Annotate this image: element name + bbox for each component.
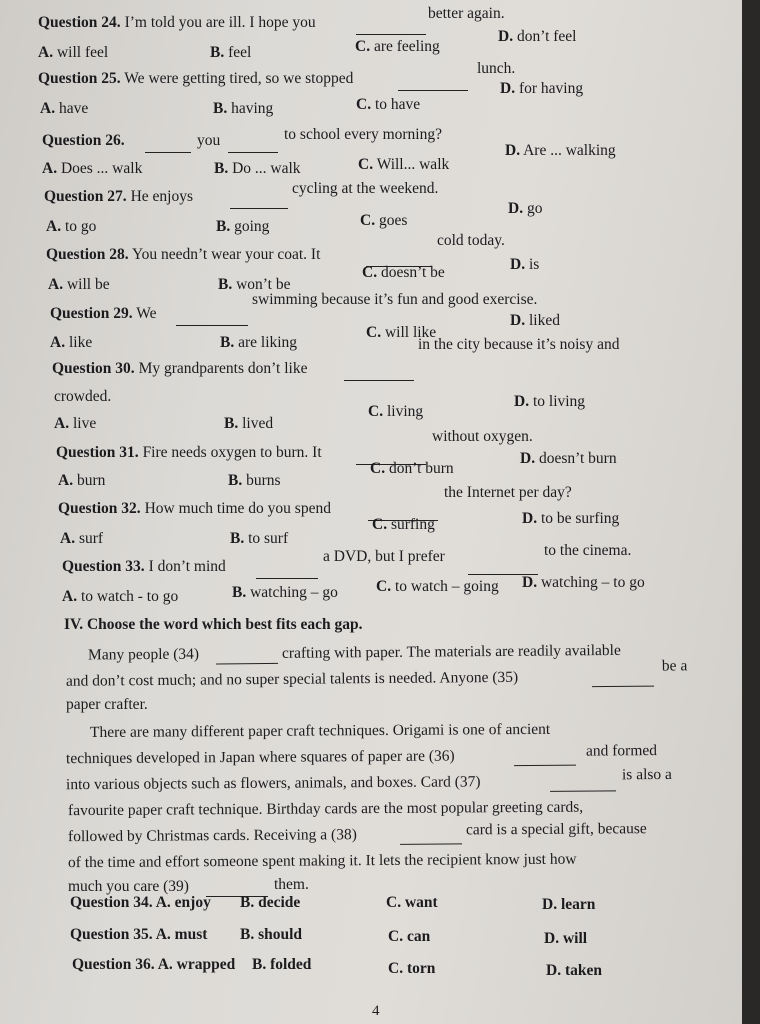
options-29: A. like B. are liking C. will like D. liked [50, 312, 560, 351]
option-d[interactable]: D. will [544, 930, 588, 947]
question-28: Question 28. You needn’t wear your coat. It cold today. [0, 246, 742, 272]
question-25: Question 25. We were getting tired, so we stopped lunch. [0, 70, 742, 96]
option-b[interactable]: B. folded [252, 956, 312, 973]
page-number: 4 [372, 1003, 380, 1019]
gap-37[interactable] [550, 776, 616, 791]
gap-38[interactable] [400, 829, 462, 844]
answer-blank[interactable] [230, 194, 288, 209]
option-d[interactable]: doesn’t burn [538, 450, 617, 467]
option-b[interactable]: B. should [240, 926, 303, 943]
option-a[interactable]: Does ... walk [60, 160, 143, 177]
option-d[interactable]: watching – to go [540, 574, 645, 591]
section-heading: IV. Choose the word which best fits each gap. [64, 616, 363, 633]
option-d[interactable]: D. taken [546, 962, 602, 979]
question-24: Question 24. I’m told you are ill. I hope you better again. [0, 14, 742, 40]
option-a[interactable]: burn [76, 472, 106, 489]
answer-blank[interactable] [145, 138, 191, 153]
answer-blank[interactable] [176, 311, 248, 326]
option-c[interactable]: C. can [388, 928, 431, 945]
option-a[interactable]: surf [78, 530, 104, 547]
options-27: A. to go B. going C. goes D. go [46, 200, 543, 235]
answer-blank[interactable] [398, 76, 468, 91]
option-c[interactable]: C. torn [388, 960, 436, 977]
option-c[interactable]: are feeling [373, 38, 440, 55]
question-33: Question 33. I don’t mind a DVD, but I prefer to the cinema. [0, 558, 742, 584]
question-34: Question 34. A. enjoy B. decide C. want D. learn [70, 894, 596, 913]
option-c[interactable]: doesn’t be [380, 264, 445, 281]
option-a[interactable]: to go [64, 218, 97, 235]
option-d[interactable]: to be surfing [540, 510, 620, 527]
option-d[interactable]: is [528, 256, 540, 273]
option-a[interactable]: A. must [155, 926, 208, 943]
option-c[interactable]: to have [374, 96, 421, 113]
question-26: Question 26. you to school every morning? [0, 132, 742, 158]
options-25: A. have B. having C. to have D. for having [40, 80, 584, 117]
passage: Many people (34) crafting with paper. The materials are readily available and don’t cost much; and no super special talents is needed. Anyone (35) be a paper crafter. There are many different paper craft techniques. Origami is one of ancient techniques developed in Japan where squares of paper are (36) and formed into various objects such as flowers, animals, and boxes. Card (37) is also a favourite paper craft technique. Birthday cards are the most popular greeting cards, followed by Christmas cards. Receiving a (38) card is a special gift, because of the time and effort someone spent making it. It lets the recipient know just how much you care (39) them. [65, 641, 688, 895]
option-b[interactable]: lived [242, 415, 274, 432]
options-33: A. to watch - to go B. watching – go C. to watch – going D. watching – to go [62, 574, 645, 605]
option-d[interactable]: don’t feel [516, 28, 577, 45]
question-30-continued: crowded. [54, 388, 112, 405]
gap-36[interactable] [514, 751, 576, 766]
option-b[interactable]: going [234, 218, 270, 235]
option-a[interactable]: have [58, 100, 89, 117]
option-c[interactable]: to watch – going [394, 578, 499, 595]
question-36: Question 36. A. wrapped B. folded C. torn D. taken [72, 956, 602, 979]
option-d[interactable]: for having [518, 80, 584, 97]
option-b[interactable]: burns [246, 472, 281, 489]
option-b[interactable]: B. decide [240, 894, 301, 911]
option-c[interactable]: don’t burn [388, 460, 454, 477]
option-b[interactable]: Do ... walk [232, 160, 301, 177]
option-b[interactable]: watching – go [250, 584, 338, 601]
options-28: A. will be B. won’t be C. doesn’t be D. is [48, 256, 540, 293]
option-a[interactable]: will feel [56, 44, 109, 61]
option-a[interactable]: live [72, 415, 97, 432]
options-31: A. burn B. burns C. don’t burn D. doesn’t burn [58, 450, 617, 489]
question-number: Question 24. [38, 14, 121, 31]
question-35: Question 35. A. must B. should C. can D. will [70, 926, 588, 947]
option-c[interactable]: goes [378, 212, 408, 229]
option-d[interactable]: D. learn [542, 896, 596, 913]
options-26: A. Does ... walk B. Do ... walk C. Will... walk D. Are ... walking [42, 142, 616, 177]
question-27: Question 27. He enjoys cycling at the weekend. [0, 188, 742, 214]
question-31: Question 31. Fire needs oxygen to burn. It without oxygen. [0, 444, 742, 470]
option-c[interactable]: living [386, 403, 424, 420]
answer-blank[interactable] [468, 560, 538, 575]
option-b[interactable]: feel [228, 44, 252, 61]
gap-35[interactable] [592, 672, 654, 688]
answer-blank[interactable] [356, 20, 426, 35]
option-b[interactable]: to surf [248, 530, 289, 547]
option-a[interactable]: A. enjoy [155, 894, 211, 911]
options-30: A. live B. lived C. living D. to living [54, 393, 586, 432]
option-a[interactable]: like [68, 334, 93, 351]
option-c[interactable]: surfing [390, 516, 435, 533]
question-29: Question 29. We swimming because it’s fun and good exercise. [0, 305, 742, 331]
options-24: A. will feel B. feel C. are feeling D. don’t feel [38, 28, 577, 61]
question-32: Question 32. How much time do you spend the Internet per day? [0, 500, 742, 526]
option-b[interactable]: are liking [238, 334, 298, 351]
answer-blank[interactable] [344, 366, 414, 381]
answer-blank[interactable] [228, 138, 278, 153]
answer-blank[interactable] [256, 564, 318, 579]
options-32: A. surf B. to surf C. surfing D. to be surfing [60, 510, 620, 547]
option-b[interactable]: having [231, 100, 274, 117]
option-d[interactable]: go [526, 200, 543, 217]
option-b[interactable]: won’t be [236, 276, 291, 293]
question-30: Question 30. My grandparents don’t like in the city because it’s noisy and [0, 360, 742, 386]
option-c[interactable]: Will... walk [376, 156, 450, 173]
option-d[interactable]: liked [528, 312, 560, 329]
option-c[interactable]: C. want [386, 894, 438, 911]
option-c[interactable]: will like [384, 324, 437, 341]
option-a[interactable]: will be [66, 276, 110, 293]
option-a[interactable]: A. wrapped [157, 956, 236, 973]
gap-34[interactable] [216, 649, 278, 665]
option-d[interactable]: to living [532, 393, 586, 410]
option-a[interactable]: to watch - to go [80, 588, 179, 605]
option-d[interactable]: Are ... walking [523, 142, 616, 159]
